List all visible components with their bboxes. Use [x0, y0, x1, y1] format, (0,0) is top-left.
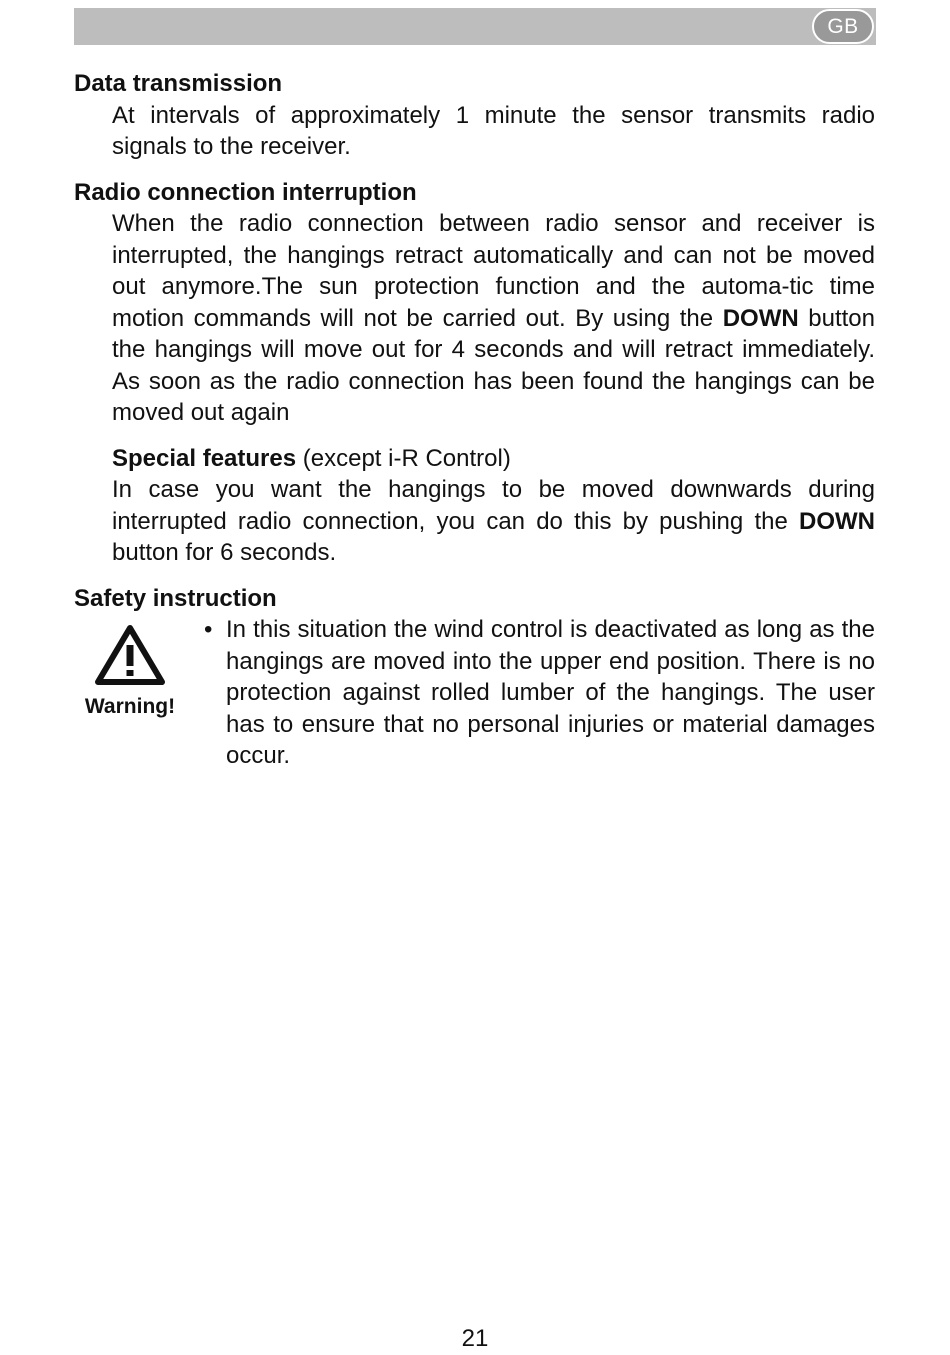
safety-text: In this situation the wind control is deactivated as long as the hangings are moved into the upper end position. There is no protection against rolled lumber of the hangings. The user has to ensure that no personal injuries or material damages occur. — [226, 616, 875, 769]
special-features-text — [112, 474, 875, 569]
special-features-title: Special features — [112, 444, 297, 472]
bullet-marker: • — [204, 616, 213, 643]
warning-triangle-icon — [94, 624, 166, 686]
manual-content — [74, 68, 875, 784]
section-title-radio-interruption: Radio connection interruption — [74, 178, 417, 206]
radio-interruption-text-part2: button the hangings will move out for 4 seconds and will retract immediately. As soon as the radio connection has been found the hangings can be moved out again — [112, 304, 875, 426]
down-keyword: DOWN — [799, 507, 875, 535]
data-transmission-text: At intervals of approximately 1 minute the sensor transmits radio signals to the receiver. — [112, 101, 875, 160]
radio-interruption-text — [112, 208, 875, 429]
special-features-text-part1: In case you want the hangings to be moved downwards during interrupted radio connection, you can do this by pushing the — [112, 476, 875, 535]
header-bar — [74, 8, 876, 45]
special-features-heading — [112, 443, 875, 475]
special-features-text-part2: button for 6 seconds. — [112, 539, 337, 566]
page-number: 21 — [461, 1325, 489, 1352]
section-title-safety: Safety instruction — [74, 584, 277, 612]
warning-column — [74, 618, 186, 720]
special-features-title-suffix: (except i-R Control) — [296, 444, 511, 472]
safety-bullet-item — [204, 614, 875, 772]
down-keyword: DOWN — [722, 304, 799, 332]
language-badge: GB — [812, 9, 874, 44]
section-title-data-transmission: Data transmission — [74, 70, 283, 97]
radio-interruption-text-part1: When the radio connection between radio sensor and receiver is interrupted, the hangings retract automatically and can not be moved out anymore.The sun protection function and the automa-tic time motion commands will not be carried out. By using the — [112, 210, 875, 332]
warning-label: Warning! — [84, 695, 176, 718]
safety-block — [74, 614, 875, 784]
